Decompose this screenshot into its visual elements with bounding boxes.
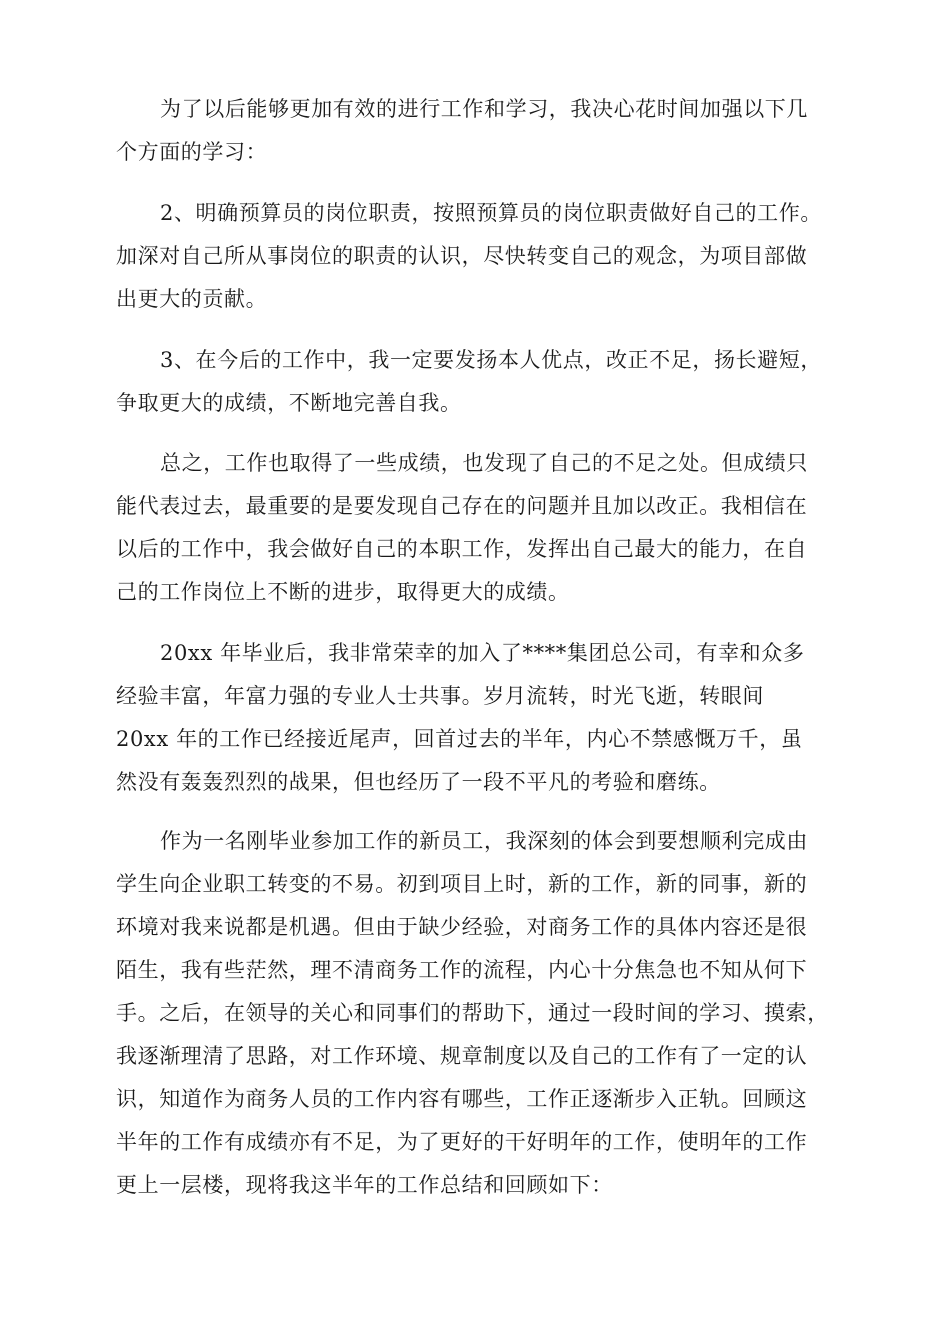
- paragraph-line: 然没有轰轰烈烈的战果，但也经历了一段不平凡的考验和磨练。: [116, 770, 721, 794]
- paragraph-new-employee: [116, 820, 836, 1207]
- paragraph-line: 环境对我来说都是机遇。但由于缺少经验，对商务工作的具体内容还是很: [116, 915, 808, 939]
- paragraph-item-2: [116, 192, 836, 321]
- paragraph-line: 为了以后能够更加有效的进行工作和学习，我决心花时间加强以下几: [160, 97, 808, 121]
- paragraph-line: 20xx 年毕业后，我非常荣幸的加入了****集团总公司，有幸和众多: [160, 641, 805, 665]
- paragraph-line: 个方面的学习：: [116, 140, 268, 164]
- paragraph-summary: [116, 442, 836, 614]
- paragraph-line: 争取更大的成绩，不断地完善自我。: [116, 391, 462, 415]
- paragraph-line: 3、在今后的工作中，我一定要发扬本人优点，改正不足，扬长避短，: [160, 348, 822, 372]
- paragraph-line: 经验丰富，年富力强的专业人士共事。岁月流转，时光飞逝，转眼间: [116, 684, 764, 708]
- paragraph-line: 陌生，我有些茫然，理不清商务工作的流程，内心十分焦急也不知从何下: [116, 958, 808, 982]
- paragraph-line: 己的工作岗位上不断的进步，取得更大的成绩。: [116, 580, 570, 604]
- paragraph-line: 出更大的贡献。: [116, 287, 268, 311]
- paragraph-line: 学生向企业职工转变的不易。初到项目上时，新的工作，新的同事，新的: [116, 872, 808, 896]
- paragraph-line: 以后的工作中，我会做好自己的本职工作，发挥出自己最大的能力，在自: [116, 537, 808, 561]
- paragraph-study-plan: [116, 88, 836, 174]
- paragraph-line: 加深对自己所从事岗位的职责的认识，尽快转变自己的观念，为项目部做: [116, 244, 808, 268]
- paragraph-line: 手。之后，在领导的关心和同事们的帮助下，通过一段时间的学习、摸索，: [116, 1001, 829, 1025]
- paragraph-line: 总之，工作也取得了一些成绩，也发现了自己的不足之处。但成绩只: [160, 451, 808, 475]
- paragraph-line: 作为一名刚毕业参加工作的新员工，我深刻的体会到要想顺利完成由: [160, 829, 808, 853]
- paragraph-line: 能代表过去，最重要的是要发现自己存在的问题并且加以改正。我相信在: [116, 494, 808, 518]
- paragraph-line: 20xx 年的工作已经接近尾声，回首过去的半年，内心不禁感慨万千，虽: [116, 727, 803, 751]
- paragraph-line: 2、明确预算员的岗位职责，按照预算员的岗位职责做好自己的工作。: [160, 201, 822, 225]
- paragraph-line: 识，知道作为商务人员的工作内容有哪些，工作正逐渐步入正轨。回顾这: [116, 1087, 808, 1111]
- paragraph-line: 我逐渐理清了思路，对工作环境、规章制度以及自己的工作有了一定的认: [116, 1044, 808, 1068]
- paragraph-line: 更上一层楼，现将我这半年的工作总结和回顾如下：: [116, 1173, 613, 1197]
- paragraph-item-3: [116, 339, 836, 425]
- paragraph-line: 半年的工作有成绩亦有不足，为了更好的干好明年的工作，使明年的工作: [116, 1130, 808, 1154]
- paragraph-graduation: [116, 632, 836, 804]
